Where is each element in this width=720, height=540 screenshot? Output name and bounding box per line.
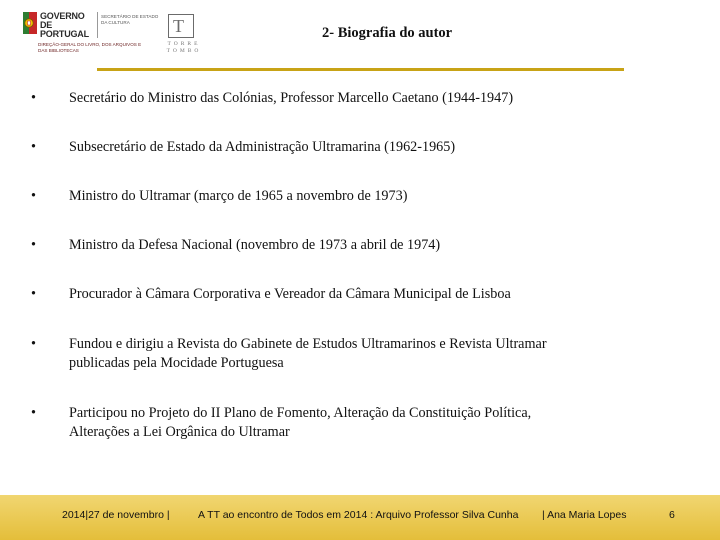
footer-date: 2014|27 de novembro | (62, 509, 170, 521)
slide-header (0, 0, 720, 70)
footer-event: A TT ao encontro de Todos em 2014 : Arquivo Professor Silva Cunha (198, 509, 519, 521)
list-item-text: Secretário do Ministro das Colónias, Professor Marcello Caetano (1944-1947) (69, 90, 514, 106)
ministry-label: SECRETÁRIO DE ESTADO DA CULTURA (101, 14, 159, 25)
bullet-icon: • (31, 405, 36, 421)
tt-logo-text: TORRE TOMBO (166, 41, 202, 54)
tt-monogram-icon: T (173, 16, 184, 36)
portugal-emblem-icon (22, 10, 38, 36)
bullet-icon: • (31, 336, 36, 352)
list-item-text: Fundou e dirigiu a Revista do Gabinete de Estudos Ultramarinos e Revista Ultramar publicadas pela Mocidade Portuguesa (69, 336, 547, 371)
logo-divider (97, 12, 98, 38)
bullet-icon: • (31, 188, 36, 204)
bullet-icon: • (31, 237, 36, 253)
bullet-icon: • (31, 139, 36, 155)
slide-title: 2- Biografia do autor (322, 25, 453, 41)
list-item-text: Subsecretário de Estado da Administração Ultramarina (1962-1965) (69, 139, 456, 155)
slide-footer (0, 495, 720, 540)
bullet-icon: • (31, 90, 36, 106)
dglab-subtitle: DIREÇÃO-GERAL DO LIVRO, DOS ARQUIVOS E DAS BIBLIOTECAS (38, 42, 142, 53)
gov-logo-text: GOVERNO DE PORTUGAL (40, 11, 89, 39)
bullet-icon: • (31, 286, 36, 302)
list-item-text: Ministro da Defesa Nacional (novembro de 1973 a abril de 1974) (69, 237, 441, 253)
torre-tombo-logo (162, 14, 202, 58)
page-number: 6 (669, 509, 675, 521)
list-item-text: Participou no Projeto do II Plano de Fomento, Alteração da Constituição Política, Alterações a Lei Orgânica do Ultramar (69, 405, 532, 440)
title-underline (97, 68, 624, 71)
list-item-text: Procurador à Câmara Corporativa e Vereador da Câmara Municipal de Lisboa (69, 286, 511, 302)
list-item-text: Ministro do Ultramar (março de 1965 a novembro de 1973) (69, 188, 408, 204)
footer-author: | Ana Maria Lopes (542, 509, 627, 521)
